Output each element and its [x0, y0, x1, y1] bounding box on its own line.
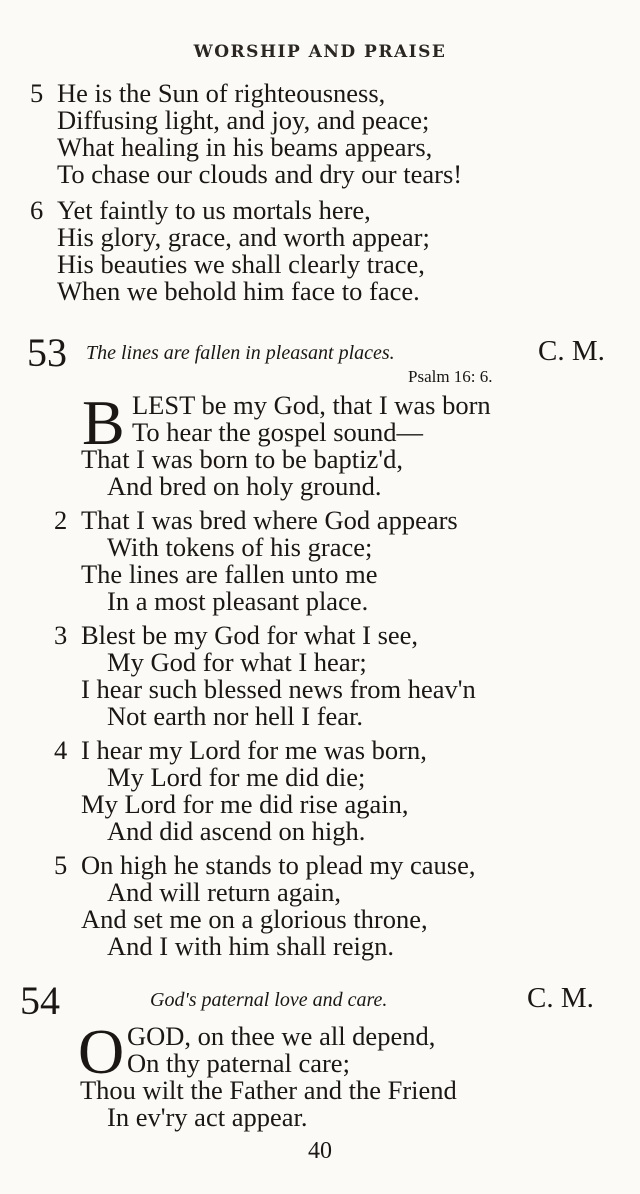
verse-line: And will return again, — [107, 877, 342, 907]
stanza-number: 5 — [54, 850, 68, 880]
hymn-title: The lines are fallen in pleasant places. — [86, 342, 395, 364]
verse-line: Yet faintly to us mortals here, — [57, 195, 371, 225]
hymn-meter: C. M. — [538, 335, 605, 367]
verse-line: His beauties we shall clearly trace, — [57, 249, 425, 279]
verse-line: I hear my Lord for me was born, — [81, 735, 427, 765]
verse-line: That I was bred where God appears — [81, 505, 458, 535]
verse-line: And bred on holy ground. — [107, 471, 382, 501]
verse-line: Diffusing light, and joy, and peace; — [57, 105, 430, 135]
verse-line: In a most pleasant place. — [107, 586, 369, 616]
verse-line: I hear such blessed news from heav'n — [81, 674, 476, 704]
verse-line: That I was born to be baptiz'd, — [81, 444, 403, 474]
page-number: 40 — [308, 1138, 332, 1164]
stanza-number: 5 — [30, 78, 44, 108]
running-header: WORSHIP AND PRAISE — [193, 42, 447, 62]
verse-line: Thou wilt the Father and the Friend — [80, 1075, 457, 1105]
verse-line: To chase our clouds and dry our tears! — [57, 159, 463, 189]
verse-line: My Lord for me did rise again, — [81, 789, 409, 819]
verse-line: On high he stands to plead my cause, — [81, 850, 476, 880]
verse-line: What healing in his beams appears, — [57, 132, 433, 162]
verse-line: In ev'ry act appear. — [107, 1102, 308, 1132]
verse-line: When we behold him face to face. — [57, 276, 420, 306]
drop-cap: O — [78, 1016, 125, 1087]
verse-line: On thy paternal care; — [127, 1048, 350, 1078]
scripture-reference: Psalm 16: 6. — [408, 367, 493, 386]
stanza-number: 4 — [54, 735, 68, 765]
verse-line: His glory, grace, and worth appear; — [57, 222, 430, 252]
verse-line: And I with him shall reign. — [107, 931, 395, 961]
stanza-number: 3 — [54, 620, 68, 650]
stanza-number: 2 — [54, 505, 68, 535]
verse-line: Blest be my God for what I see, — [81, 620, 419, 650]
hymn-number: 53 — [27, 330, 67, 375]
verse-line: With tokens of his grace; — [107, 532, 373, 562]
verse-line: And set me on a glorious throne, — [81, 904, 428, 934]
verse-line: To hear the gospel sound— — [132, 417, 424, 447]
hymn-title: God's paternal love and care. — [150, 989, 388, 1011]
verse-line: And did ascend on high. — [107, 816, 366, 846]
verse-line: LEST be my God, that I was born — [132, 390, 491, 420]
verse-line: My God for what I hear; — [107, 647, 367, 677]
hymn-number: 54 — [20, 978, 60, 1023]
verse-line: Not earth nor hell I fear. — [107, 701, 364, 731]
stanza-number: 6 — [30, 195, 44, 225]
verse-line: He is the Sun of righteousness, — [57, 78, 386, 108]
verse-line: My Lord for me did die; — [107, 762, 366, 792]
verse-line: The lines are fallen unto me — [81, 559, 378, 589]
hymn-meter: C. M. — [527, 982, 594, 1014]
drop-cap: B — [82, 387, 125, 458]
verse-line: GOD, on thee we all depend, — [127, 1021, 436, 1051]
